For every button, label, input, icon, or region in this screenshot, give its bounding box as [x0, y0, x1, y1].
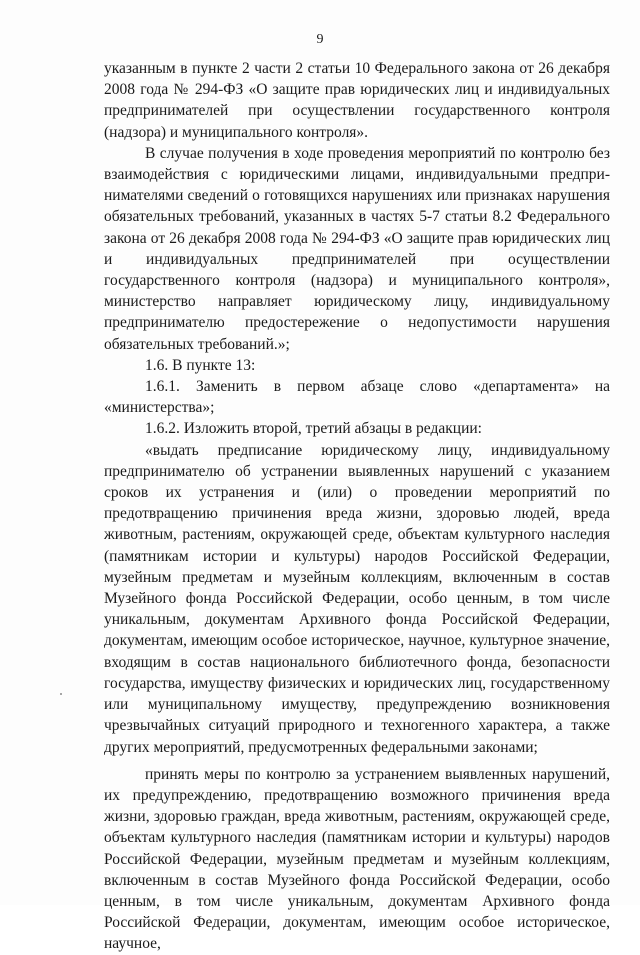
paragraph-quote-measures: принять меры по контролю за устранением выявленных нарушений, их предупреждению, предотвращению возможного причинения вреда жизни, здоровью граждан, вреда животным, растениям, окружающей среде, объектам культурного наследия (памятникам истории и культуры) народов Российской Федерации, музейным предметам и музейным коллекциям, включенным в состав Музейного фонда Российской Федерации, особо ценным, в том числе уникальным, документам Архивного фонда Российской Федерации, документам, имеющим особое историческое, научное,	[104, 765, 610, 953]
paragraph-quote-prescription: «выдать предписание юридическому лицу, индивидуальному предпринимателю об устранении выявленных нарушений с указанием сроков их устранения и (или) о проведении мероприятий по предотвращению причинения вреда жизни, здоровью людей, вреда животным, растениям, окружающей среде, объектам культурного наследия (памятникам истории и культуры) народов Российской Федерации, музейным предметам и музейным коллекциям, включенным в состав Музейного фонда Российской Федерации, особо ценным, в том числе уникальным, документам Архивного фонда Российской Федерации, документам, имеющим особое историческое, научное, культурное значение, входящим в состав национального библиотечного фонда, безопасности государства, имуществу физических и юридических лиц, государственному или муниципальному имуществу, предупреждению возникновения чрезвычайных ситуаций природного и техногенного характера, а также других мероприятий, предусмотренных федеральными законами;	[104, 441, 610, 756]
paragraph-item-1-6-2: 1.6.2. Изложить второй, третий абзацы в редакции:	[145, 420, 482, 438]
paragraph-item-1-6-1: 1.6.1. Заменить в первом абзаце слово «департамента» на «министерства»;	[104, 378, 610, 417]
scan-speck	[60, 693, 62, 695]
paragraph-warning: В случае получения в ходе проведения мероприятий по контролю без взаимодействия с юридическими лицами, индивидуальными предпринимателями сведений о готовящихся нарушениях или признаках нарушения обязательных требований, указанных в частях 5-7 статьи 8.2 Федерального закона от 26 декабря 2008 года № 294-ФЗ «О защите прав юридических лиц и индивидуальных предпринимателей при осуществлении государственного контроля (надзора) и муниципального контроля», министерство направляет юридическому лицу, индивидуальному предпринимателю предостережение о недопустимости нарушения обязательных требований.»;	[104, 144, 610, 353]
page-number: 9	[316, 32, 324, 47]
paragraph-item-1-6: 1.6. В пункте 13:	[145, 356, 256, 374]
document-body	[104, 58, 610, 955]
paragraph-continuation: указанным в пункте 2 части 2 статьи 10 Федерального закона от 26 декабря 2008 года № 294-ФЗ «О защите прав юридических лиц и индивидуальных предпринимателей при осуществлении государственного контроля (надзора) и муниципального контроля».	[104, 60, 610, 141]
